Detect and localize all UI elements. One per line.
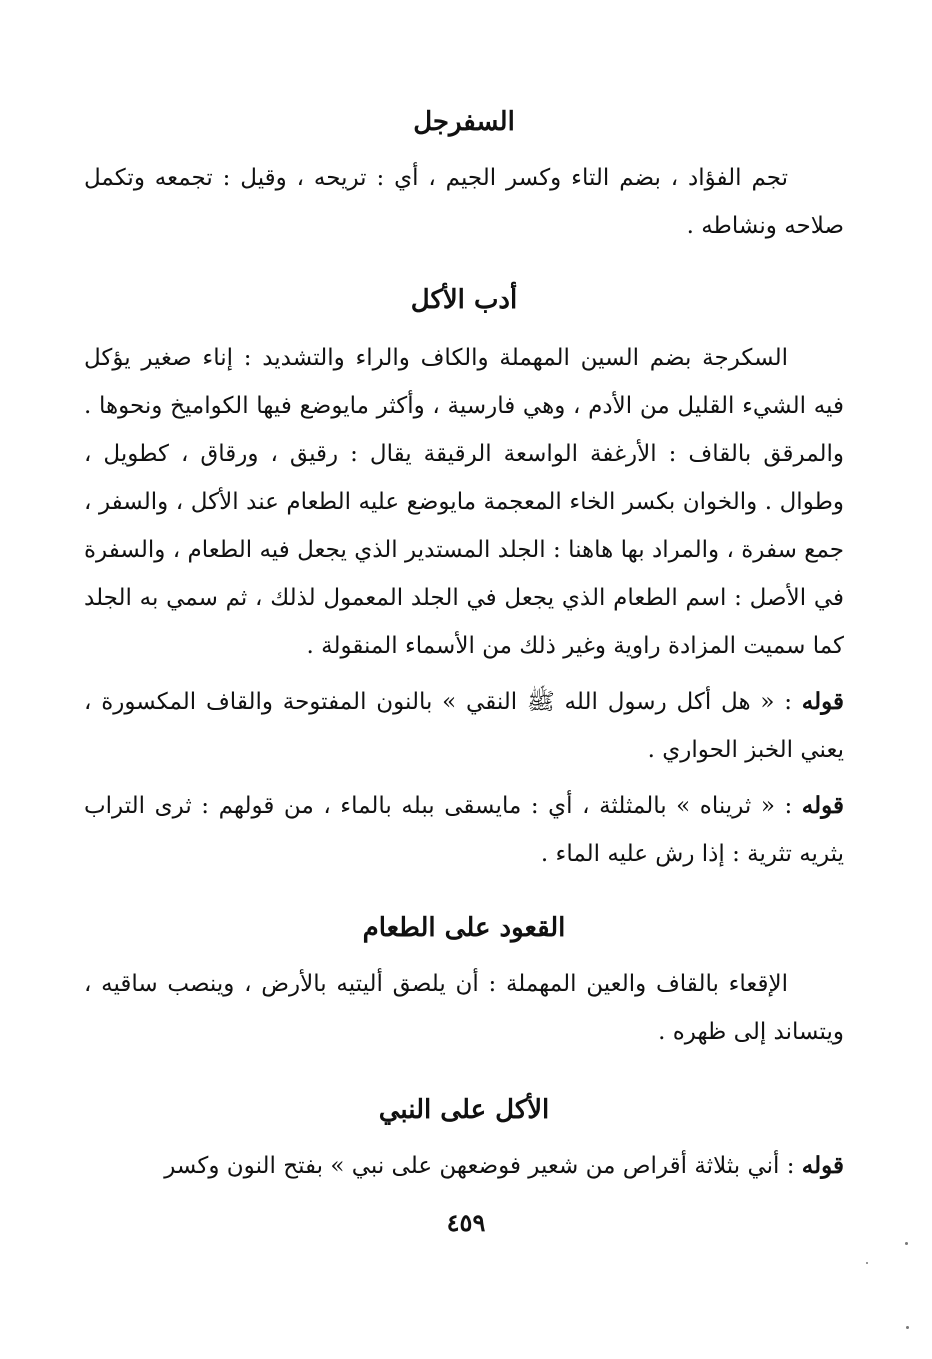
- section-paragraph-iqaa: الإقعاء بالقاف والعين المهملة : أن يلصق أليتيه بالأرض ، وينصب ساقيه ، ويتساند إلى ظهره .: [84, 971, 844, 1045]
- section-paragraph-tharaynah: [84, 782, 844, 878]
- section-title-sitting-at-food: القعود على الطعام: [362, 913, 566, 943]
- quote-text: : « هل أكل رسول الله ﷺ النقي » بالنون المفتوحة والقاف المكسورة ، يعني الخبز الحواري .: [84, 689, 844, 763]
- quote-label: قوله: [801, 792, 844, 819]
- document-page: [84, 96, 844, 1276]
- section-title-eating-etiquette: أدب الأكل: [410, 285, 518, 315]
- quote-text: : « ثريناه » بالمثلثة ، أي : مايسقى ببله بالماء ، من قولهم : ثرى التراب يثريه تثرية : إذا رش عليه الماء .: [84, 793, 844, 867]
- page-number: ٤٥٩: [446, 1208, 486, 1237]
- section-paragraph-nabi: [84, 1142, 844, 1190]
- section-paragraph-sukurruja: السكرجة بضم السين المهملة والكاف والراء والتشديد : إناء صغير يؤكل فيه الشيء القليل من الأدم ، وهي فارسية ، وأكثر مايوضع فيها الكواميخ ونحوها . والمرقق بالقاف : الأرغفة الواسعة الرقيقة يقال : رقيق ، ورقاق ، كطويل ، وطوال . والخوان بكسر الخاء المعجمة مايوضع عليه الطعام عند الأكل ، والسفر ، جمع سفرة ، والمراد بها هاهنا : الجلد المستدير الذي يجعل فيه الطعام ، والسفرة في الأصل : اسم الطعام الذي يجعل في الجلد المعمول لذلك ، ثم سمي به الجلد كما سميت المزادة راوية وغير ذلك من الأسماء المنقولة .: [84, 345, 844, 659]
- section-title-quince: السفرجل: [413, 107, 515, 137]
- quote-text: : أني بثلاثة أقراص من شعير فوضعهن على نبي » بفتح النون وكسر: [164, 1153, 802, 1179]
- quote-label: قوله: [801, 1152, 844, 1179]
- scan-speck: [906, 1326, 909, 1329]
- scan-speck: [866, 1262, 868, 1264]
- section-title-eating-on-nabi: الأكل على النبي: [378, 1095, 550, 1125]
- scan-speck: [905, 1242, 908, 1245]
- quote-label: قوله: [801, 688, 844, 715]
- section-paragraph-quince: تجم الفؤاد ، بضم التاء وكسر الجيم ، أي : تريحه ، وقيل : تجمعه وتكمل صلاحه ونشاطه .: [84, 165, 844, 239]
- section-paragraph-naqi: [84, 678, 844, 774]
